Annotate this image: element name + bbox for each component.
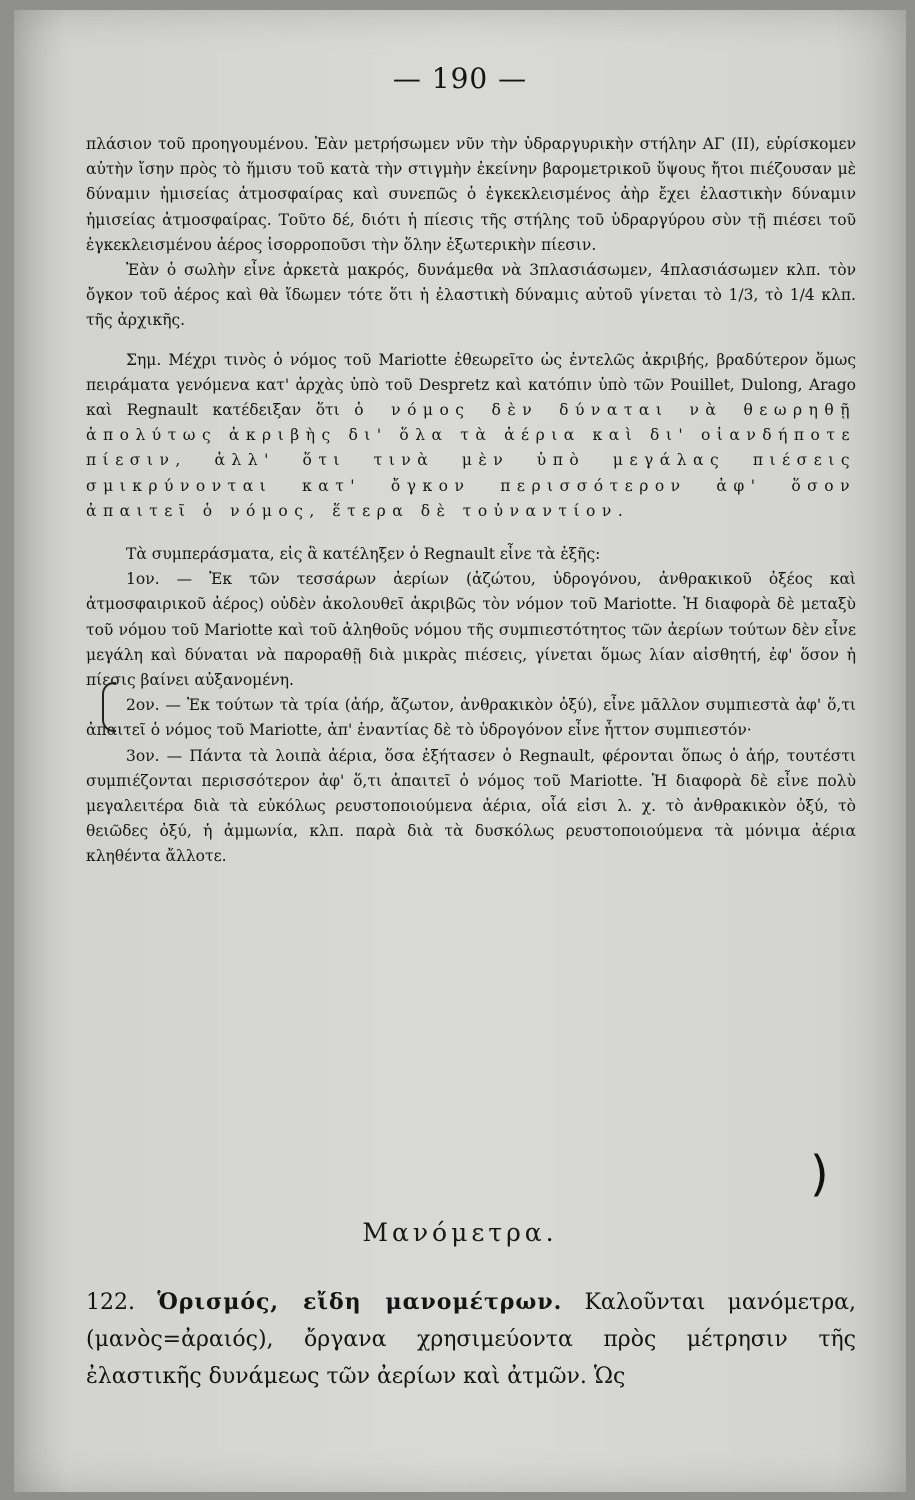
section-title: Μανόμετρα. <box>362 1218 558 1247</box>
conclusions-intro: Τὰ συμπεράσματα, εἰς ἃ κατέληξεν ὁ Regnault εἶνε τὰ ἑξῆς: <box>126 545 601 564</box>
definition-number: 122. <box>86 1290 135 1315</box>
definition-heading: Ὁρισμός, εἴδη μανομέτρων. <box>157 1289 563 1315</box>
page-body <box>86 132 856 870</box>
note-paragraph <box>86 348 856 524</box>
note-spaced-text: ὁ νόμος δὲν δύναται νὰ θεωρηθῇ ἀπολύτως ἀκριβὴς δι' ὅλα τὰ ἀέρια καὶ δι' οἱανδήποτε πίεσιν, ἀλλ' ὅτι τινὰ μὲν ὑπὸ μεγάλας πιέσεις σμικρύνονται κατ' ὄγκον περισσότερον ἀφ' ὅσον ἀπαιτεῖ ὁ νόμος, ἕτερα δὲ τοὐναντίον. <box>86 401 856 520</box>
hand-paren-mark: ) <box>810 1146 829 1202</box>
book-page <box>14 10 906 1492</box>
page-number: — 190 — <box>392 62 528 95</box>
definition-text: Καλοῦνται μανόμετρα, (μανὸς=ἀραιός), ὄργανα χρησιμεύοντα πρὸς μέτρησιν τῆς ἐλαστικῆς δυνάμεως τῶν ἀερίων καὶ ἀτμῶν. Ὡς <box>86 1290 856 1389</box>
paragraph-2: Ἐὰν ὁ σωλὴν εἶνε ἀρκετὰ μακρός, δυνάμεθα νὰ 3πλασιάσωμεν, 4πλασιάσωμεν κλπ. τὸν ὄγκον τοῦ ἀέρος καὶ θὰ ἴδωμεν τότε ὅτι ἡ ἐλαστικὴ δύναμις αὐτοῦ γίνεται τὸ 1/3, τὸ 1/4 κλπ. τῆς ἀρχικῆς. <box>86 261 856 330</box>
paragraph-1: πλάσιον τοῦ προηγουμένου. Ἐὰν μετρήσωμεν νῦν τὴν ὑδραργυρικὴν στήλην ΑΓ (ΙΙ), εὑρίσκομεν αὐτὴν ἴσην πρὸς τὸ ἥμισυ τοῦ κατὰ τὴν στιγμὴν ἐκείνην βαρομετρικοῦ ὕψους ἤτοι πιέζουσαν μὲ δύναμιν ἡμισείας ἀτμοσφαίρας καὶ συνεπῶς ὁ ἐγκεκλεισμένος ἀὴρ ἔχει ἐλαστικὴν δύναμιν ἡμισείας ἀτμοσφαίρας. Τοῦτο δέ, διότι ἡ πίεσις τῆς στήλης τοῦ ὑδραργύρου σὺν τῇ πιέσει τοῦ ἐγκεκλεισμένου ἀέρος ἰσορροποῦσι τὴν ὅλην ἐξωτερικὴν πίεσιν. <box>86 135 856 254</box>
conclusion-1: 1ον. — Ἐκ τῶν τεσσάρων ἀερίων (ἀζώτου, ὑδρογόνου, ἀνθρακικοῦ ὀξέος καὶ ἀτμοσφαιρικοῦ ἀέρος) οὐδὲν ἀκολουθεῖ ἀκριβῶς τὸν νόμον τοῦ Mariotte. Ἡ διαφορὰ δὲ μεταξὺ τοῦ νόμου τοῦ Mariotte καὶ τοῦ ἀληθοῦς νόμου τῆς συμπιεστότητος τῶν ἀερίων τούτων δὲν εἶνε μεγάλη καὶ δύναται νὰ παροραθῇ διὰ μικρὰς πιέσεις, γίνεται ὅμως λίαν αἰσθητή, ἐφ' ὅσον ἡ πίεσις βαίνει αὐξανομένη. <box>86 570 856 690</box>
hand-bracket-mark <box>102 682 116 732</box>
conclusion-3: 3ον. — Πάντα τὰ λοιπὰ ἀέρια, ὅσα ἐξήτασεν ὁ Regnault, φέρονται ὅπως ὁ ἀήρ, τουτέστι συμπιέζονται περισσότερον ἀφ' ὅ,τι ἀπαιτεῖ ὁ νόμος τοῦ Mariotte. Ἡ διαφορὰ δὲ εἶνε πολὺ μεγαλειτέρα διὰ τὰ εὐκόλως ρευστοποιούμενα ἀέρια, οἷά εἰσι λ. χ. τὸ ἀνθρακικὸν ὀξύ, τὸ θειῶδες ὀξύ, ἡ ἀμμωνία, κλπ. παρὰ διὰ τὰ δυσκόλως ρευστοποιούμενα τὰ μόνιμα ἀέρια κληθέντα ἄλλοτε. <box>86 746 856 866</box>
conclusion-2: 2ον. — Ἐκ τούτων τὰ τρία (ἀήρ, ἄζωτον, ἀνθρακικὸν ὀξύ), εἶνε μᾶλλον συμπιεστὰ ἀφ' ὅ,τι ἀπαιτεῖ ὁ νόμος τοῦ Mariotte, ἀπ' ἐναντίας δὲ τὸ ὑδρογόνον εἶνε ἧττον συμπιεστόν· <box>86 696 856 740</box>
definition-paragraph <box>86 1284 856 1395</box>
note-text: Σημ. Μέχρι τινὸς ὁ νόμος τοῦ Mariotte ἐθεωρεῖτο ὡς ἐντελῶς ἀκριβής, βραδύτερον ὅμως πειράματα γενόμενα κατ' ἀρχὰς ὑπὸ τοῦ Despretz καὶ κατόπιν ὑπὸ τῶν Pouillet, Dulong, Arago καὶ Regnault κατέδειξαν ὅτι <box>86 350 856 420</box>
